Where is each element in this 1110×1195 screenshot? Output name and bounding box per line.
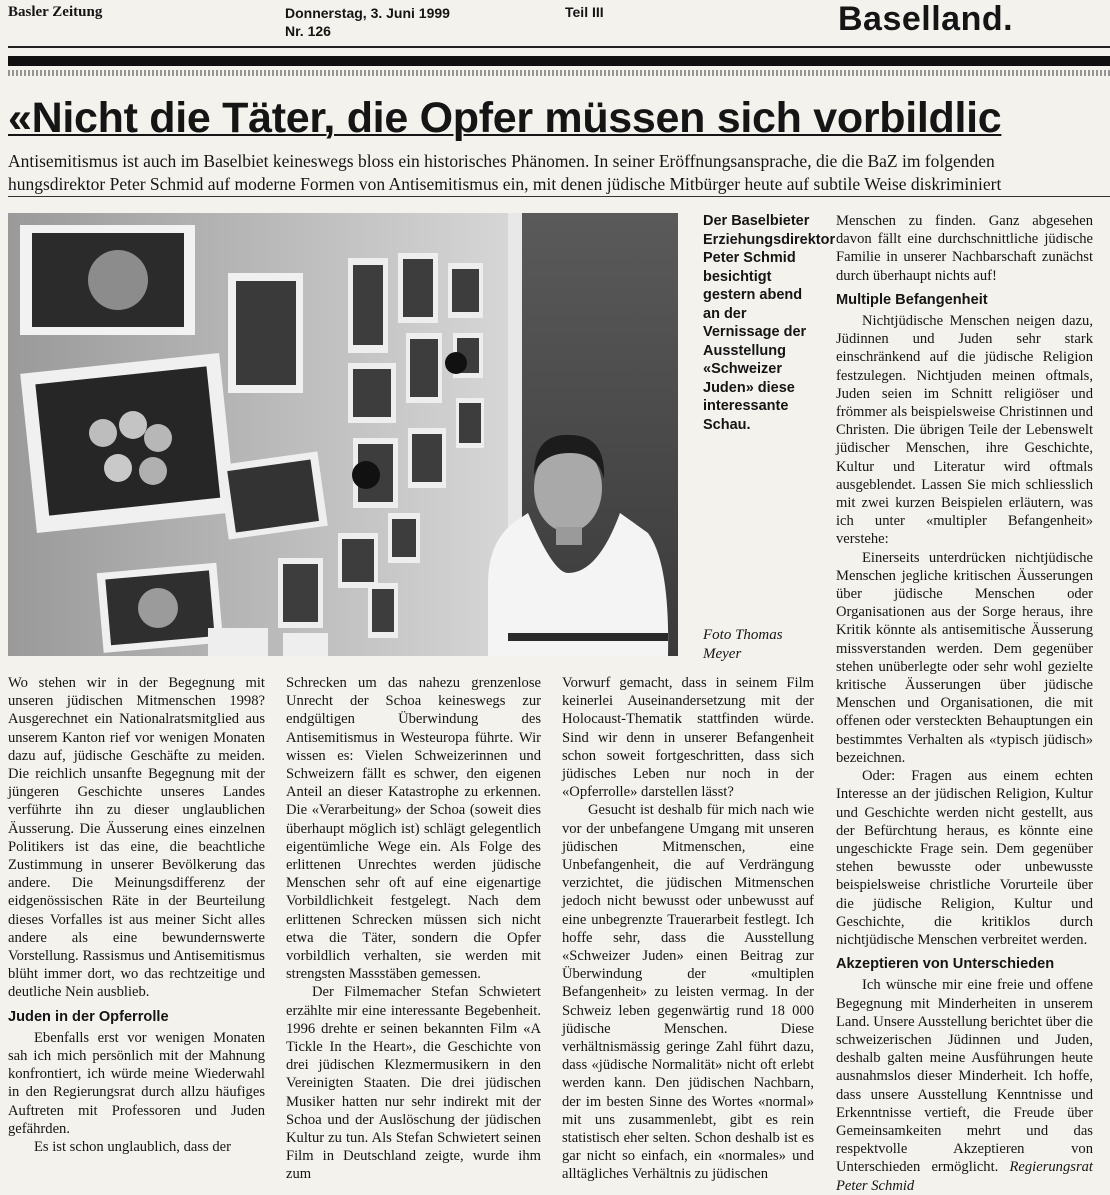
subheading-befangenheit: Multiple Befangenheit <box>836 291 988 308</box>
lead-rule <box>8 196 1110 197</box>
issue-number: Nr. 126 <box>285 23 331 39</box>
lead-line-2: hungsdirektor Peter Schmid auf moderne Formen von Antisemitismus ein, mit denen jüdische Mitbürger heute auf subtile Weise diskriminiert <box>8 174 1002 194</box>
paragraph: Der Filmemacher Stefan Schwietert erzählte mir eine interessante Begebenheit. 1996 drehte er seinen bekannten Film «A Tickle In the Heart», die Geschichte von drei jüdischen Klezmermusikern in den Vereinigten Staaten. Die drei jüdischen Musiker hatten nur sehr indirekt mit der Schoa und der Auslöschung der jüdischen Kultur zu tun. Als Stefan Schwietert seinen Film in Deutschland zeigte, wurde ihm zum <box>286 984 541 1183</box>
article-column-3 <box>562 674 814 1184</box>
article-headline: «Nicht die Täter, die Opfer müssen sich vorbildlic <box>8 94 1002 142</box>
paragraph <box>836 976 1093 1194</box>
article-column-4 <box>836 212 1093 1195</box>
paragraph: Vorwurf gemacht, dass in seinem Film keinerlei Auseinandersetzung mit der Holocaust-Thematik stattfinden würde. Sind wir denn in unserer Befangenheit schon soweit fortgeschritten, dass sich jüdisches Leben nur noch in der «Opferrolle» darstellen lässt? <box>562 675 814 801</box>
paragraph: Einerseits unterdrücken nichtjüdische Menschen jegliche kritischen Äusserungen über jüdische Menschen oder Organisationen aus der Sorge heraus, ihre Kritik könnte als antisemitische Äusserung missverstanden werden. Dem gegenüber stehen unüberlegte oder sehr wohl gezielte kritische Äusserungen über jüdische Menschen und Organisationen, die mit offenen oder versteckten Behauptungen ein bestimmtes Verhalten als «typisch jüdisch» bezeichnen. <box>836 549 1093 766</box>
subheading-opferrolle: Juden in der Opferrolle <box>8 1008 169 1025</box>
article-column-1 <box>8 674 265 1156</box>
section-bar <box>8 56 1110 66</box>
newspaper-name: Basler Zeitung <box>8 4 103 20</box>
paragraph: Nichtjüdische Menschen neigen dazu, Jüdinnen und Juden sehr stark einschränkend auf die jüdische Religion festzulegen. Nichtjuden meinen oftmals, Juden seien im Schnitt religiöser und frömmer als beispielsweise Christinnen und Christen. Die übrigen Teile der Lebenswelt jüdischer Menschen, ihre Geschichte, Kultur und Literatur wird oftmals ausgeblendet. Lassen Sie mich schliesslich mit zwei kurzen Beispielen erläutern, was ich unter «multipler Befangenheit» verstehe: <box>836 313 1093 548</box>
paragraph: Es ist schon unglaublich, dass der <box>34 1139 231 1156</box>
paragraph: Gesucht ist deshalb für mich nach wie vor der unbefangene Umgang mit unseren jüdischen Mitmenschen, eine Unbefangenheit, die auf Verdrängung verzichtet, die jüdischen Mitmenschen jedoch nicht bewusst oder unbewusst auf eine unbegrenzte Trauerarbeit festlegt. Ich hoffe sehr, dass die Ausstellung «Schweizer Juden» einen Beitrag zur Überwindung der «multiplen Befangenheit» zu leisten vermag. In der Schweiz leben gegenwärtig rund 18 000 jüdische Menschen. Diese verhältnismässig geringe Zahl führt dazu, dass «jüdische Normalität» nicht oft erlebt werden kann. Den jüdischen Nachbarn, der im besten Sinne des Wortes «normal» mit uns zusammenlebt, gibt es rein statistisch eher selten. Schon deshalb ist es gar nicht so einfach, ein «normales» und alltägliches Verhältnis zu jüdischen <box>562 802 814 1183</box>
photo-illustration <box>8 213 678 656</box>
lead-line-1: Antisemitismus ist auch im Baselbiet keineswegs bloss ein historisches Phänomen. In seiner Eröffnungsansprache, die die BaZ im folgenden <box>8 151 995 171</box>
masthead-rule <box>8 46 1110 48</box>
section-title: Baselland. <box>838 0 1014 38</box>
paragraph: Wo stehen wir in der Begegnung mit unseren jüdischen Mitmenschen 1998? Ausgerechnet ein Nationalratsmitglied aus unserem Kanton rief vor wenigen Monaten dazu auf, jüdische Geschäfte zu meiden. Die reichlich unsanfte Begegnung mit der jüngeren Geschichte unseres Landes verführte ihn zu dieser unglaublichen Äusserung. Die Äusserung eines einzelnen Politikers ist das eine, die beachtliche Zustimmung in unserer Bevölkerung das andere. Die Meinungsdifferenz der eidgenössischen Räte in der Beurteilung dieses Vorfalles ist aus meiner Sicht alles andere als eine bewundernswerte Vorstellung. Rassismus und Antisemitismus blüht immer dort, wo das rechtzeitige und deutliche Nein ausblieb. <box>8 675 265 1001</box>
paragraph: Ebenfalls erst vor wenigen Monaten sah ich mich persönlich mit der Mahnung konfrontiert, ich würde meine Wiederwahl in den Regierungsrat durch allzu häufiges Auftreten mit Professoren und Juden gefährden. <box>8 1029 265 1137</box>
masthead-dateline <box>285 4 450 40</box>
photo-credit: Foto Thomas Meyer <box>703 627 783 662</box>
article-column-2 <box>286 674 541 1184</box>
paragraph: Oder: Fragen aus einem echten Interesse an der jüdischen Religion, Kultur und Geschichte werden nicht gestellt, aus der Befürchtung heraus, es könnte eine ungeschickte Frage sein. Dem gegenüber stehen bewusste oder unbewusste beispielsweise christliche Vorurteile über die jüdische Religion, Kultur und Geschichte, die kritiklos durch nichtjüdische Menschen verbreitet werden. <box>836 768 1093 948</box>
issue-date: Donnerstag, 3. Juni 1999 <box>285 5 450 21</box>
subheading-unterschiede: Akzeptieren von Unterschieden <box>836 956 1055 973</box>
paragraph: Schrecken um das nahezu grenzenlose Unrecht der Schoa keineswegs zur endgültigen Überwindung des Antisemitismus in Westeuropa führte. Wir wissen es: Vielen Schweizerinnen und Schweizern fällt es schwer, den eigenen Anteil an dieser Katastrophe zu erkennen. Die «Verarbeitung» der Schoa (soweit dies überhaupt möglich ist) schlägt gelegentlich eigentümliche Wege ein. Als Folge des erlittenen Unrechtes werden jüdische Menschen sehr oft auf eine eigenartige Vorbildlichkeit festgelegt. Nach dem erlittenen Schrecken müssen sich nicht etwa die Täter, sondern die Opfer vorbildlich verhalten, sie werden mit strengsten Massstäben gemessen. <box>286 675 541 983</box>
author-signature: Regierungsrat Peter Schmid <box>836 1159 1093 1194</box>
photo-caption: Der Baselbieter Erziehungsdirektor Peter Schmid besichtigt gestern abend an der Vernissage der Ausstellung «Schweizer Juden» diese interessante Schau. <box>703 213 836 433</box>
paragraph-text: Ich wünsche mir eine freie und offene Begegnung mit Minderheiten in unserem Land. Unsere Ausstellung berichtet über die schweizerischen Jüdinnen und Juden, deshalb galten meine Ausführungen heute ausnahmslos dieser Minderheit. Ich hoffe, dass unsere Ausstellung Kenntnisse und Erkenntnisse vertieft, die Freude über Gemeinsamkeiten mehrt und das respektvolle Akzeptieren von Unterschieden ermöglicht. <box>836 977 1093 1176</box>
newspaper-part: Teil III <box>565 4 604 20</box>
paragraph: Menschen zu finden. Ganz abgesehen davon fällt eine durchschnittliche jüdische Familie in unserer Nachbarschaft zunächst durch überhaupt nichts auf! <box>836 213 1093 284</box>
exhibition-photo <box>8 213 678 656</box>
hatch-rule <box>8 70 1110 76</box>
